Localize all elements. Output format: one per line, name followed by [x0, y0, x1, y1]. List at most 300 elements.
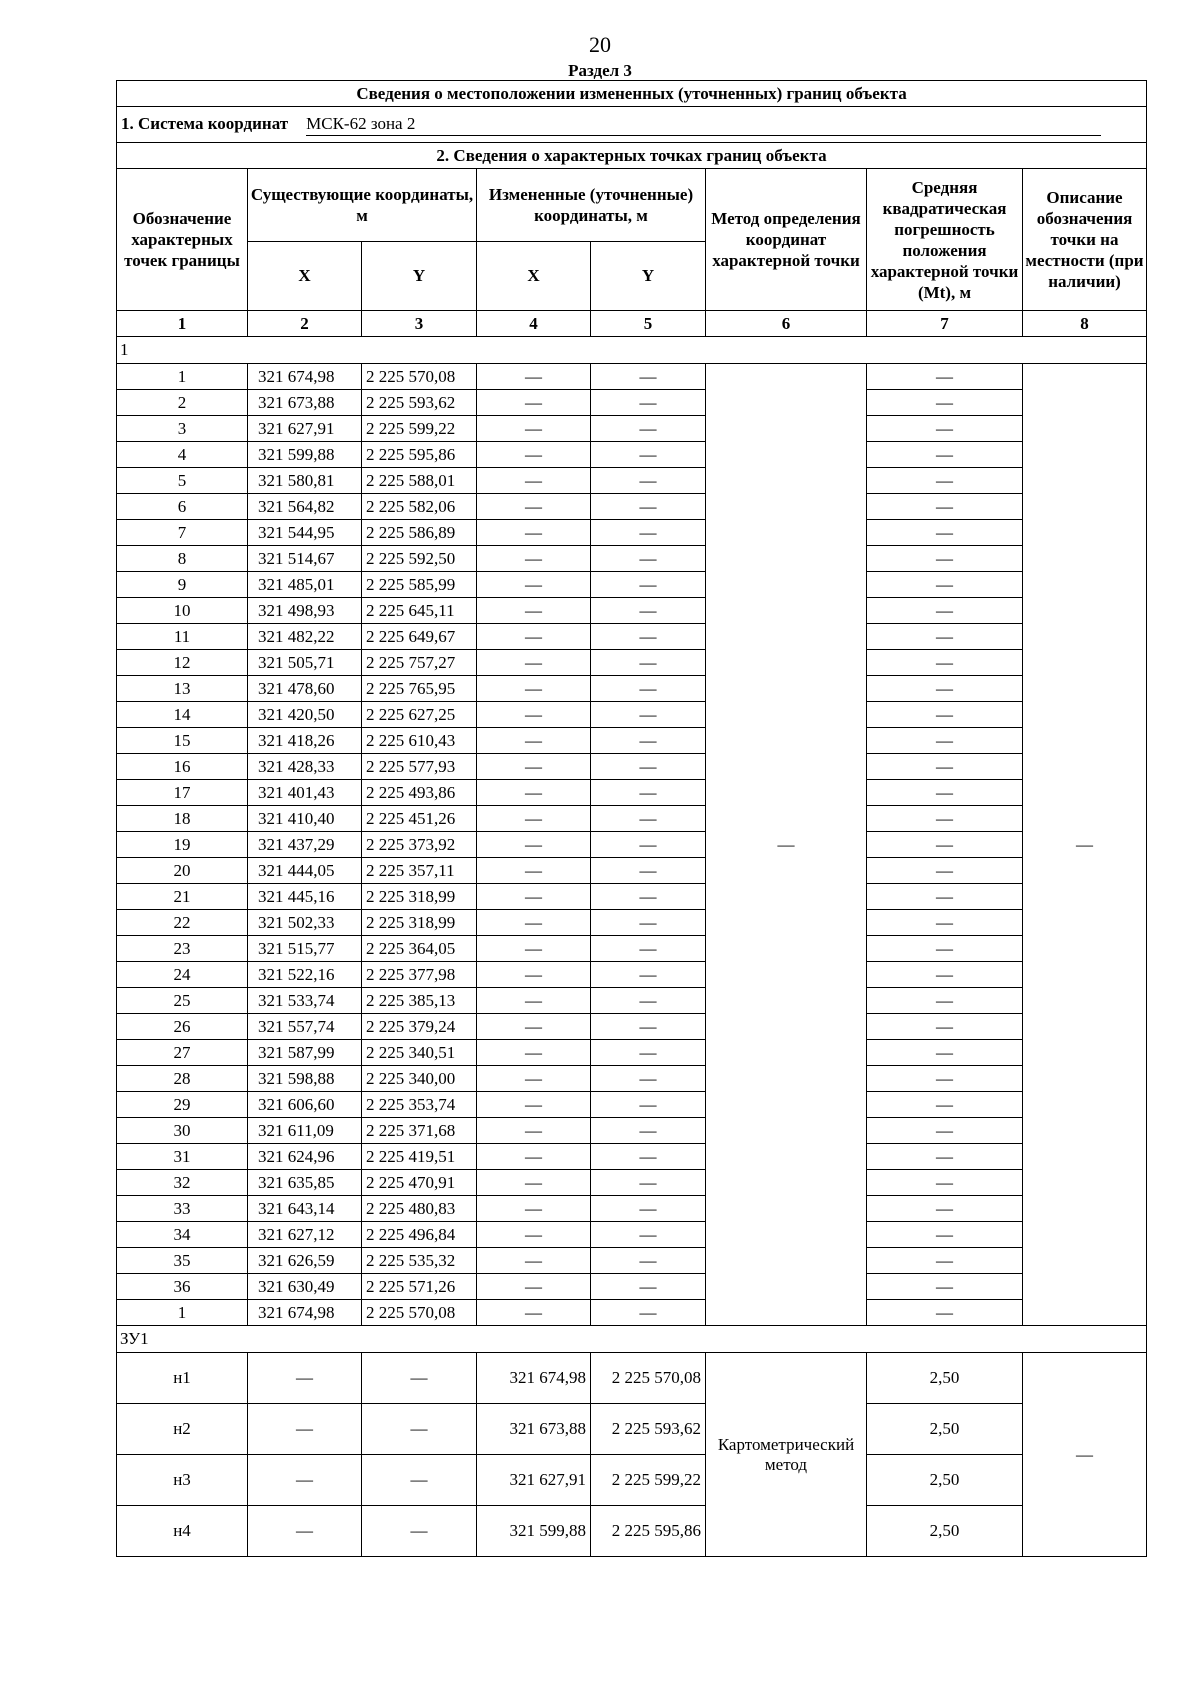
changed-x-cell: —: [477, 494, 591, 520]
error-cell: —: [867, 910, 1023, 936]
existing-x-cell: 321 482,22: [248, 624, 362, 650]
existing-x-cell: 321 478,60: [248, 676, 362, 702]
point-designation: 13: [117, 676, 248, 702]
changed-y-cell: —: [591, 494, 706, 520]
table-row: [117, 1196, 1147, 1222]
section-label: Раздел 3: [568, 61, 632, 80]
changed-x-cell: —: [477, 676, 591, 702]
changed-y-cell: —: [591, 1274, 706, 1300]
changed-y-cell: —: [591, 650, 706, 676]
point-designation: 34: [117, 1222, 248, 1248]
changed-x-cell: —: [477, 910, 591, 936]
changed-y-cell: —: [591, 832, 706, 858]
existing-y-cell: 2 225 757,27: [362, 650, 477, 676]
table-row: [117, 468, 1147, 494]
existing-y-cell: 2 225 599,22: [362, 416, 477, 442]
error-cell: —: [867, 416, 1023, 442]
changed-x-cell: —: [477, 1040, 591, 1066]
error-cell: —: [867, 572, 1023, 598]
table-row: [117, 598, 1147, 624]
changed-x-cell: —: [477, 520, 591, 546]
existing-x-cell: 321 410,40: [248, 806, 362, 832]
changed-y-cell: —: [591, 598, 706, 624]
changed-y-cell: —: [591, 1040, 706, 1066]
existing-x-cell: 321 445,16: [248, 884, 362, 910]
group-row: [117, 1326, 1147, 1353]
changed-y-cell: —: [591, 1170, 706, 1196]
error-cell: —: [867, 858, 1023, 884]
subheading: 2. Сведения о характерных точках границ объекта: [117, 143, 1147, 169]
column-number: 7: [867, 311, 1023, 337]
table-row: [117, 1222, 1147, 1248]
changed-y-cell: —: [591, 910, 706, 936]
point-designation: н3: [117, 1455, 248, 1506]
changed-y-cell: —: [591, 572, 706, 598]
existing-x-cell: 321 673,88: [248, 390, 362, 416]
error-cell: —: [867, 988, 1023, 1014]
table-row: [117, 1118, 1147, 1144]
header-method: Метод определения координат характерной точки: [706, 169, 867, 311]
existing-x-cell: 321 437,29: [248, 832, 362, 858]
table-row: [117, 1455, 1147, 1506]
error-cell: —: [867, 650, 1023, 676]
point-designation: 24: [117, 962, 248, 988]
table-row: [117, 572, 1147, 598]
changed-y-cell: —: [591, 416, 706, 442]
changed-y-cell: —: [591, 1222, 706, 1248]
error-cell: —: [867, 1196, 1023, 1222]
existing-x-cell: 321 598,88: [248, 1066, 362, 1092]
changed-x-cell: —: [477, 988, 591, 1014]
point-designation: н4: [117, 1506, 248, 1557]
error-cell: 2,50: [867, 1506, 1023, 1557]
changed-x-cell: —: [477, 546, 591, 572]
error-cell: —: [867, 962, 1023, 988]
table-row: [117, 936, 1147, 962]
changed-x-cell: —: [477, 858, 591, 884]
changed-y-cell: —: [591, 676, 706, 702]
existing-x-cell: 321 587,99: [248, 1040, 362, 1066]
error-cell: —: [867, 1144, 1023, 1170]
point-designation: 23: [117, 936, 248, 962]
point-designation: 8: [117, 546, 248, 572]
changed-y-cell: —: [591, 468, 706, 494]
point-designation: 22: [117, 910, 248, 936]
coord-system-value: МСК-62 зона 2: [306, 114, 1101, 136]
column-number: 1: [117, 311, 248, 337]
table-row: [117, 1040, 1147, 1066]
existing-y-cell: 2 225 765,95: [362, 676, 477, 702]
changed-y-cell: —: [591, 780, 706, 806]
changed-x-cell: —: [477, 598, 591, 624]
existing-x-cell: 321 643,14: [248, 1196, 362, 1222]
point-designation: 1: [117, 364, 248, 390]
changed-x-cell: —: [477, 390, 591, 416]
changed-x-cell: 321 674,98: [477, 1353, 591, 1404]
error-cell: —: [867, 1040, 1023, 1066]
point-designation: 33: [117, 1196, 248, 1222]
changed-x-cell: 321 627,91: [477, 1455, 591, 1506]
table-row: [117, 1014, 1147, 1040]
point-designation: 32: [117, 1170, 248, 1196]
header-changed-x: X: [477, 242, 591, 311]
point-designation: 16: [117, 754, 248, 780]
point-designation: 21: [117, 884, 248, 910]
existing-x-cell: 321 498,93: [248, 598, 362, 624]
table-row: [117, 1248, 1147, 1274]
column-number: 8: [1023, 311, 1147, 337]
point-designation: 36: [117, 1274, 248, 1300]
point-designation: 18: [117, 806, 248, 832]
page-number: 20: [589, 32, 611, 57]
existing-x-cell: 321 515,77: [248, 936, 362, 962]
error-cell: —: [867, 624, 1023, 650]
method-cell: Картометрический метод: [706, 1353, 867, 1557]
table-row: [117, 546, 1147, 572]
error-cell: —: [867, 442, 1023, 468]
changed-y-cell: 2 225 593,62: [591, 1404, 706, 1455]
point-designation: 1: [117, 1300, 248, 1326]
error-cell: —: [867, 676, 1023, 702]
changed-x-cell: —: [477, 754, 591, 780]
table-row: [117, 1066, 1147, 1092]
existing-y-cell: 2 225 586,89: [362, 520, 477, 546]
existing-y-cell: 2 225 593,62: [362, 390, 477, 416]
group-label: ЗУ1: [117, 1326, 1147, 1353]
existing-y-cell: —: [362, 1506, 477, 1557]
point-designation: 2: [117, 390, 248, 416]
existing-y-cell: 2 225 451,26: [362, 806, 477, 832]
point-designation: 11: [117, 624, 248, 650]
column-number: 4: [477, 311, 591, 337]
existing-y-cell: 2 225 318,99: [362, 884, 477, 910]
existing-y-cell: 2 225 385,13: [362, 988, 477, 1014]
table-row: [117, 702, 1147, 728]
error-cell: —: [867, 1222, 1023, 1248]
point-designation: 12: [117, 650, 248, 676]
changed-x-cell: —: [477, 1274, 591, 1300]
changed-x-cell: 321 673,88: [477, 1404, 591, 1455]
table-row: [117, 520, 1147, 546]
existing-y-cell: 2 225 373,92: [362, 832, 477, 858]
method-cell: —: [706, 364, 867, 1326]
error-cell: —: [867, 1014, 1023, 1040]
changed-x-cell: —: [477, 1196, 591, 1222]
changed-y-cell: —: [591, 1300, 706, 1326]
changed-y-cell: —: [591, 1092, 706, 1118]
error-cell: —: [867, 1300, 1023, 1326]
error-cell: —: [867, 754, 1023, 780]
changed-x-cell: —: [477, 650, 591, 676]
existing-y-cell: 2 225 645,11: [362, 598, 477, 624]
error-cell: —: [867, 936, 1023, 962]
point-designation: н1: [117, 1353, 248, 1404]
table-row: [117, 1092, 1147, 1118]
point-designation: 9: [117, 572, 248, 598]
table-row: [117, 1300, 1147, 1326]
existing-y-cell: 2 225 364,05: [362, 936, 477, 962]
table-row: [117, 1170, 1147, 1196]
table-row: [117, 364, 1147, 390]
coord-system-row: [117, 107, 1147, 143]
existing-x-cell: 321 624,96: [248, 1144, 362, 1170]
existing-x-cell: 321 611,09: [248, 1118, 362, 1144]
changed-x-cell: —: [477, 1300, 591, 1326]
error-cell: —: [867, 1118, 1023, 1144]
existing-x-cell: 321 485,01: [248, 572, 362, 598]
existing-y-cell: 2 225 588,01: [362, 468, 477, 494]
changed-x-cell: —: [477, 806, 591, 832]
changed-x-cell: —: [477, 702, 591, 728]
changed-x-cell: —: [477, 624, 591, 650]
point-designation: 19: [117, 832, 248, 858]
header-changed-coords: Измененные (уточненные) координаты, м: [477, 169, 706, 242]
error-cell: —: [867, 364, 1023, 390]
point-designation: 20: [117, 858, 248, 884]
header-existing-x: X: [248, 242, 362, 311]
existing-y-cell: 2 225 577,93: [362, 754, 477, 780]
error-cell: —: [867, 1066, 1023, 1092]
point-designation: 14: [117, 702, 248, 728]
existing-x-cell: 321 533,74: [248, 988, 362, 1014]
header-existing-coords: Существующие координаты, м: [248, 169, 477, 242]
table-row: [117, 858, 1147, 884]
changed-y-cell: —: [591, 962, 706, 988]
table-row: [117, 780, 1147, 806]
error-cell: 2,50: [867, 1353, 1023, 1404]
table-title: Сведения о местоположении измененных (уточненных) границ объекта: [117, 81, 1147, 107]
point-designation: 4: [117, 442, 248, 468]
header-description: Описание обозначения точки на местности (при наличии): [1023, 169, 1147, 311]
changed-y-cell: —: [591, 520, 706, 546]
existing-y-cell: 2 225 595,86: [362, 442, 477, 468]
column-number: 6: [706, 311, 867, 337]
changed-y-cell: —: [591, 754, 706, 780]
existing-x-cell: 321 630,49: [248, 1274, 362, 1300]
error-cell: 2,50: [867, 1404, 1023, 1455]
changed-y-cell: —: [591, 988, 706, 1014]
point-designation: 15: [117, 728, 248, 754]
error-cell: —: [867, 598, 1023, 624]
changed-x-cell: 321 599,88: [477, 1506, 591, 1557]
changed-x-cell: —: [477, 780, 591, 806]
changed-x-cell: —: [477, 442, 591, 468]
table-row: [117, 1506, 1147, 1557]
changed-y-cell: —: [591, 936, 706, 962]
group-label: 1: [117, 337, 1147, 364]
point-designation: 10: [117, 598, 248, 624]
table-row: [117, 1274, 1147, 1300]
boundary-points-table: [116, 80, 1147, 1557]
point-designation: 5: [117, 468, 248, 494]
existing-x-cell: 321 599,88: [248, 442, 362, 468]
table-row: [117, 650, 1147, 676]
changed-x-cell: —: [477, 936, 591, 962]
point-designation: 3: [117, 416, 248, 442]
existing-y-cell: 2 225 377,98: [362, 962, 477, 988]
changed-x-cell: —: [477, 1222, 591, 1248]
existing-x-cell: 321 502,33: [248, 910, 362, 936]
table-row: [117, 988, 1147, 1014]
point-designation: 26: [117, 1014, 248, 1040]
existing-x-cell: —: [248, 1353, 362, 1404]
table-row: [117, 416, 1147, 442]
point-designation: 7: [117, 520, 248, 546]
table-row: [117, 676, 1147, 702]
changed-y-cell: —: [591, 624, 706, 650]
table-row: [117, 884, 1147, 910]
changed-x-cell: —: [477, 884, 591, 910]
changed-y-cell: —: [591, 884, 706, 910]
existing-y-cell: 2 225 627,25: [362, 702, 477, 728]
changed-y-cell: —: [591, 1196, 706, 1222]
existing-x-cell: 321 401,43: [248, 780, 362, 806]
column-number: 2: [248, 311, 362, 337]
changed-x-cell: —: [477, 1092, 591, 1118]
changed-y-cell: 2 225 599,22: [591, 1455, 706, 1506]
point-designation: 28: [117, 1066, 248, 1092]
existing-x-cell: 321 418,26: [248, 728, 362, 754]
changed-y-cell: —: [591, 1144, 706, 1170]
existing-x-cell: 321 564,82: [248, 494, 362, 520]
error-cell: —: [867, 1170, 1023, 1196]
existing-y-cell: 2 225 585,99: [362, 572, 477, 598]
changed-y-cell: —: [591, 858, 706, 884]
existing-y-cell: 2 225 649,67: [362, 624, 477, 650]
existing-x-cell: 321 514,67: [248, 546, 362, 572]
changed-y-cell: —: [591, 1118, 706, 1144]
changed-x-cell: —: [477, 1248, 591, 1274]
description-cell: —: [1023, 1353, 1147, 1557]
error-cell: —: [867, 520, 1023, 546]
changed-y-cell: —: [591, 546, 706, 572]
header-error: Средняя квадратическая погрешность положения характерной точки (Mt), м: [867, 169, 1023, 311]
changed-x-cell: —: [477, 1014, 591, 1040]
existing-x-cell: 321 428,33: [248, 754, 362, 780]
table-row: [117, 1353, 1147, 1404]
changed-y-cell: —: [591, 806, 706, 832]
point-designation: 29: [117, 1092, 248, 1118]
existing-y-cell: 2 225 353,74: [362, 1092, 477, 1118]
existing-y-cell: 2 225 379,24: [362, 1014, 477, 1040]
changed-y-cell: —: [591, 442, 706, 468]
changed-y-cell: —: [591, 1014, 706, 1040]
table-row: [117, 1144, 1147, 1170]
existing-x-cell: 321 557,74: [248, 1014, 362, 1040]
existing-y-cell: 2 225 371,68: [362, 1118, 477, 1144]
existing-x-cell: 321 674,98: [248, 364, 362, 390]
error-cell: —: [867, 832, 1023, 858]
point-designation: 27: [117, 1040, 248, 1066]
changed-y-cell: —: [591, 1066, 706, 1092]
error-cell: —: [867, 494, 1023, 520]
existing-x-cell: —: [248, 1404, 362, 1455]
error-cell: —: [867, 1248, 1023, 1274]
existing-y-cell: 2 225 571,26: [362, 1274, 477, 1300]
existing-y-cell: 2 225 535,32: [362, 1248, 477, 1274]
existing-y-cell: 2 225 419,51: [362, 1144, 477, 1170]
error-cell: —: [867, 806, 1023, 832]
existing-y-cell: 2 225 496,84: [362, 1222, 477, 1248]
table-row: [117, 442, 1147, 468]
existing-y-cell: —: [362, 1404, 477, 1455]
changed-x-cell: —: [477, 1144, 591, 1170]
changed-y-cell: —: [591, 1248, 706, 1274]
existing-x-cell: 321 635,85: [248, 1170, 362, 1196]
point-designation: 31: [117, 1144, 248, 1170]
error-cell: —: [867, 390, 1023, 416]
existing-y-cell: 2 225 570,08: [362, 364, 477, 390]
existing-x-cell: 321 606,60: [248, 1092, 362, 1118]
changed-x-cell: —: [477, 416, 591, 442]
table-row: [117, 390, 1147, 416]
existing-x-cell: —: [248, 1455, 362, 1506]
table-row: [117, 494, 1147, 520]
error-cell: —: [867, 1274, 1023, 1300]
coord-system-label: 1. Система координат: [121, 113, 289, 133]
header-existing-y: Y: [362, 242, 477, 311]
existing-y-cell: 2 225 570,08: [362, 1300, 477, 1326]
table-row: [117, 806, 1147, 832]
error-cell: —: [867, 884, 1023, 910]
column-number: 3: [362, 311, 477, 337]
existing-y-cell: 2 225 493,86: [362, 780, 477, 806]
changed-x-cell: —: [477, 962, 591, 988]
changed-y-cell: —: [591, 728, 706, 754]
existing-x-cell: 321 627,91: [248, 416, 362, 442]
existing-x-cell: 321 420,50: [248, 702, 362, 728]
error-cell: —: [867, 546, 1023, 572]
existing-x-cell: —: [248, 1506, 362, 1557]
existing-x-cell: 321 544,95: [248, 520, 362, 546]
existing-y-cell: 2 225 582,06: [362, 494, 477, 520]
description-cell: —: [1023, 364, 1147, 1326]
existing-y-cell: 2 225 340,51: [362, 1040, 477, 1066]
changed-x-cell: —: [477, 468, 591, 494]
existing-y-cell: 2 225 470,91: [362, 1170, 477, 1196]
existing-y-cell: —: [362, 1353, 477, 1404]
changed-x-cell: —: [477, 832, 591, 858]
changed-x-cell: —: [477, 1066, 591, 1092]
point-designation: н2: [117, 1404, 248, 1455]
error-cell: —: [867, 780, 1023, 806]
existing-x-cell: 321 626,59: [248, 1248, 362, 1274]
header-changed-y: Y: [591, 242, 706, 311]
column-number: 5: [591, 311, 706, 337]
existing-y-cell: 2 225 357,11: [362, 858, 477, 884]
point-designation: 25: [117, 988, 248, 1014]
point-designation: 35: [117, 1248, 248, 1274]
error-cell: —: [867, 728, 1023, 754]
existing-y-cell: 2 225 592,50: [362, 546, 477, 572]
existing-x-cell: 321 674,98: [248, 1300, 362, 1326]
error-cell: 2,50: [867, 1455, 1023, 1506]
point-designation: 17: [117, 780, 248, 806]
existing-x-cell: 321 522,16: [248, 962, 362, 988]
table-row: [117, 910, 1147, 936]
changed-y-cell: —: [591, 702, 706, 728]
table-row: [117, 624, 1147, 650]
table-row: [117, 728, 1147, 754]
point-designation: 6: [117, 494, 248, 520]
existing-y-cell: —: [362, 1455, 477, 1506]
changed-x-cell: —: [477, 572, 591, 598]
changed-y-cell: —: [591, 364, 706, 390]
changed-x-cell: —: [477, 364, 591, 390]
error-cell: —: [867, 1092, 1023, 1118]
table-row: [117, 754, 1147, 780]
error-cell: —: [867, 702, 1023, 728]
